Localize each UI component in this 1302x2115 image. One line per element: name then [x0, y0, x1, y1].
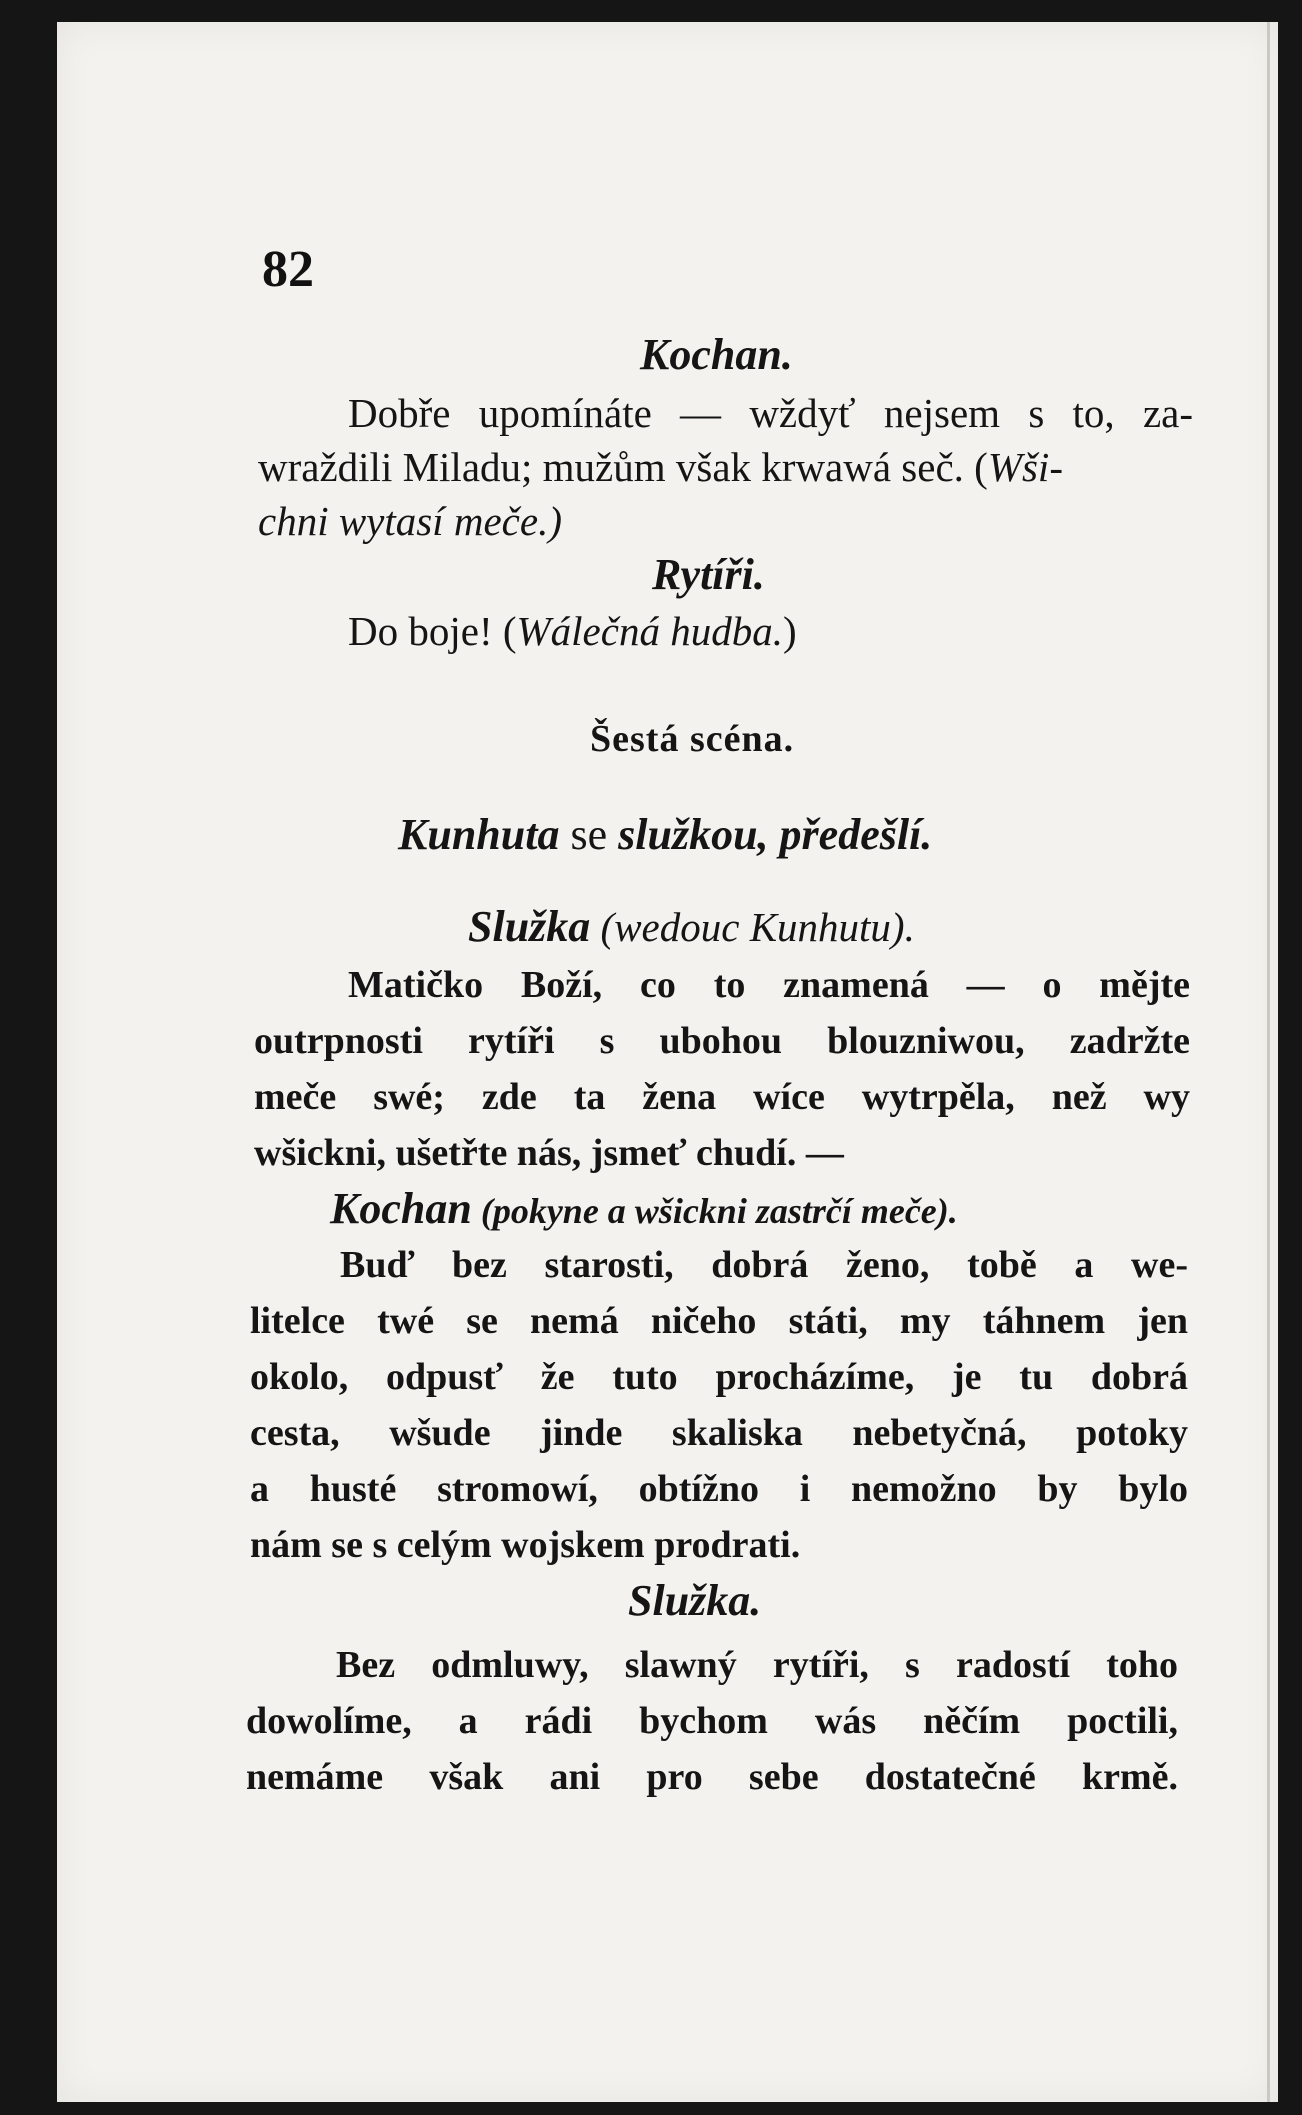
speaker-sluzka: Služka — [468, 902, 591, 951]
text-segment: ) — [782, 608, 797, 654]
text-line: a husté stromowí, obtížno i nemožno by bylo — [250, 1468, 1188, 1510]
text-line: outrpnosti rytíři s ubohou blouzniwou, zadržte — [254, 1020, 1190, 1062]
text-segment: Do boje! ( — [348, 608, 517, 654]
text-line — [258, 440, 1063, 494]
character-sluzka: služkou, předešlí. — [618, 810, 933, 859]
text-line: Bez odmluwy, slawný rytíři, s radostí toho — [336, 1644, 1178, 1686]
text-line: dowolíme, a rádi bychom wás něčím poctili, — [246, 1700, 1178, 1742]
speaker-line — [330, 1182, 958, 1238]
text-line: meče swé; zde ta žena wíce wytrpěla, než wy — [254, 1076, 1190, 1118]
stage-direction: Wálečná hudba. — [516, 608, 783, 654]
text-line: wšickni, ušetřte nás, jsmeť chudí. — — [254, 1132, 844, 1174]
text-line: Dobře upomínáte — wždyť nejsem s to, za- — [348, 390, 1193, 436]
text-line: litelce twé se nemá ničeho státi, my táhnem jen — [250, 1300, 1188, 1342]
scene-heading: Šestá scéna. — [590, 718, 795, 760]
text-segment: se — [559, 810, 619, 859]
text-line — [348, 604, 797, 658]
speaker-rytiri: Rytíři. — [652, 550, 765, 599]
stage-direction: chni wytasí meče.) — [258, 498, 562, 544]
text-line: Matičko Boží, co to znamená — o mějte — [348, 964, 1190, 1006]
page-number: 82 — [262, 241, 314, 298]
stage-direction: Wši- — [987, 444, 1063, 490]
text-line: Buď bez starosti, dobrá ženo, tobě a we- — [340, 1244, 1188, 1286]
speaker-kochan: Kochan. — [640, 330, 793, 379]
speaker-kochan: Kochan — [330, 1184, 472, 1233]
text-line: nemáme však ani pro sebe dostatečné krmě. — [246, 1756, 1178, 1798]
speaker-sluzka: Služka. — [628, 1576, 762, 1625]
stage-direction: (pokyne a wšickni zastrčí meče). — [471, 1191, 958, 1231]
text-line: cesta, wšude jinde skaliska nebetyčná, potoky — [250, 1412, 1188, 1454]
text-line: nám se s celým wojskem prodrati. — [250, 1524, 801, 1566]
stage-direction: (wedouc Kunhutu). — [590, 904, 915, 950]
character-kunhuta: Kunhuta — [398, 810, 560, 859]
speaker-line — [468, 900, 915, 954]
scene-characters — [398, 808, 932, 862]
text-line: okolo, odpusť že tuto procházíme, je tu dobrá — [250, 1356, 1188, 1398]
page-edge — [1267, 22, 1270, 2102]
text-segment: wraždili Miladu; mužům však krwawá seč. ( — [258, 444, 988, 490]
